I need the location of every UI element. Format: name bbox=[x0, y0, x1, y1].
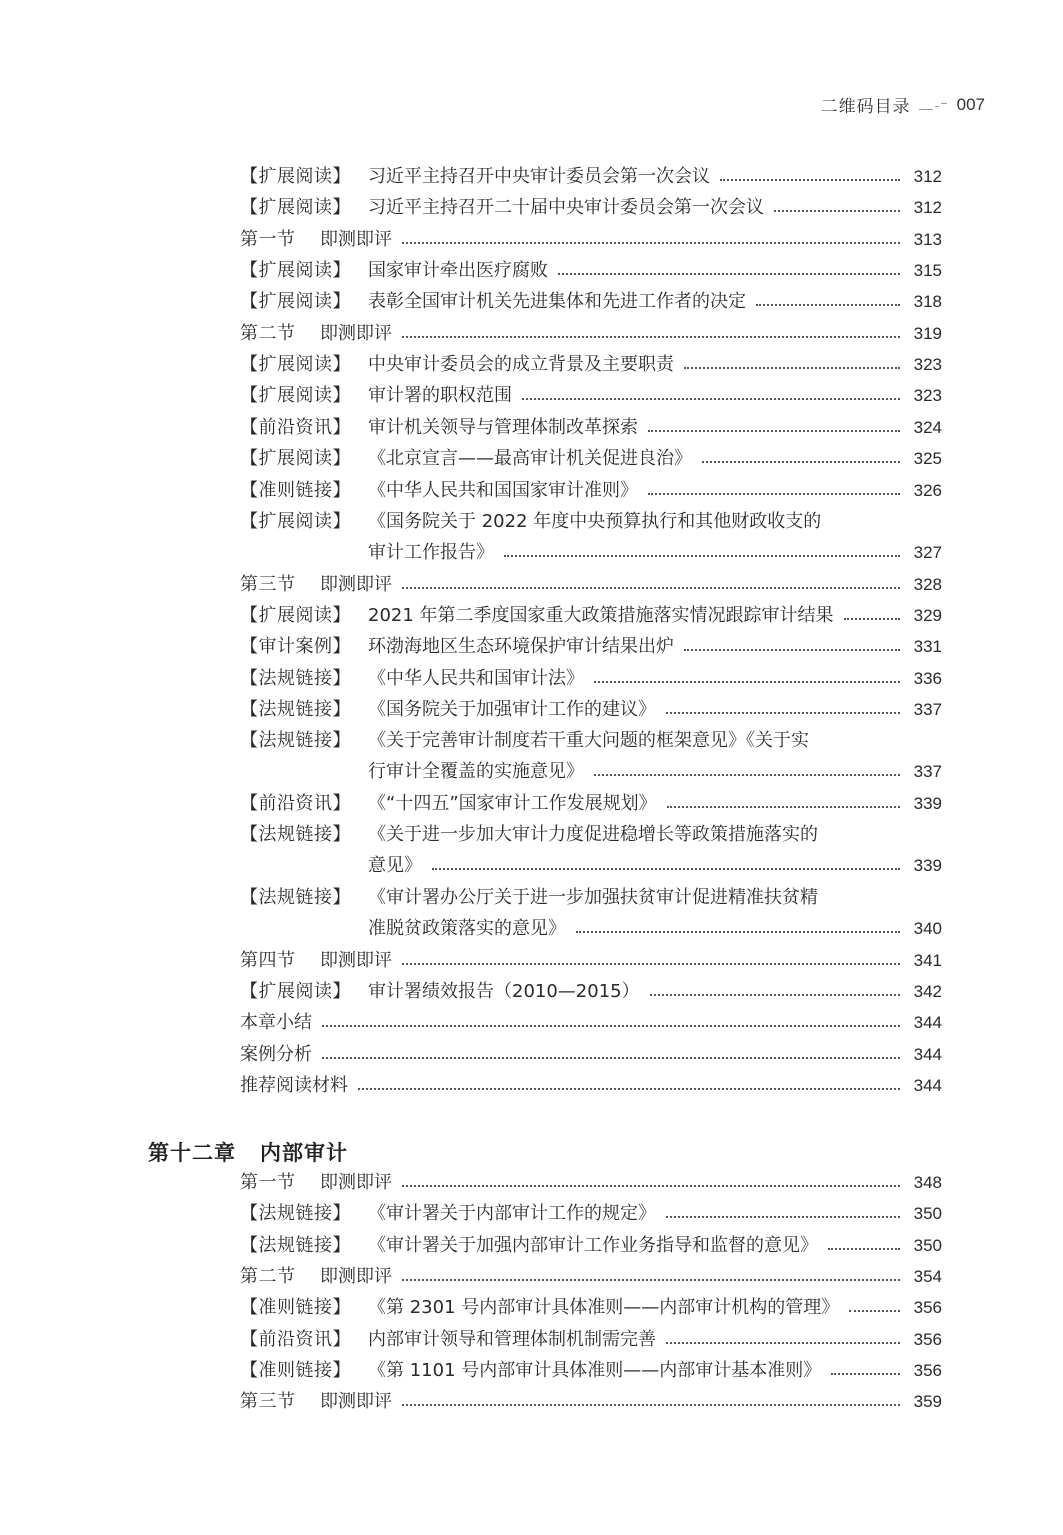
entry-tag: 【法规链接】 bbox=[240, 730, 351, 751]
toc-entry[interactable] bbox=[240, 950, 942, 972]
page-number: 312 bbox=[913, 167, 942, 186]
dot-leader bbox=[558, 273, 900, 275]
dot-leader bbox=[402, 242, 900, 244]
entry-title: 《北京宣言——最高审计机关促进良治》 bbox=[368, 448, 692, 469]
page-number: 356 bbox=[913, 1298, 942, 1317]
entry-title: 推荐阅读材料 bbox=[240, 1075, 348, 1096]
toc-entry[interactable] bbox=[240, 574, 942, 596]
entry-tag: 【法规链接】 bbox=[240, 887, 351, 908]
toc-entry[interactable] bbox=[240, 1012, 942, 1034]
dot-leader bbox=[684, 367, 900, 369]
toc-entry[interactable] bbox=[240, 197, 942, 219]
entry-title: 2021 年第二季度国家重大政策措施落实情况跟踪审计结果 bbox=[368, 605, 834, 626]
page-number: 359 bbox=[913, 1392, 942, 1411]
entry-title: 即测即评 bbox=[320, 229, 392, 250]
section-label: 第四节 bbox=[240, 950, 296, 971]
entry-tag: 【扩展阅读】 bbox=[240, 197, 351, 218]
toc-entry[interactable] bbox=[240, 1075, 942, 1097]
entry-tag: 【扩展阅读】 bbox=[240, 291, 351, 312]
entry-title: 即测即评 bbox=[320, 950, 392, 971]
page-header bbox=[821, 92, 985, 117]
entry-tag: 【法规链接】 bbox=[240, 1235, 351, 1256]
entry-title: 即测即评 bbox=[320, 1391, 392, 1412]
entry-title-continued: 意见》 bbox=[368, 855, 422, 876]
page-number: 356 bbox=[913, 1330, 942, 1349]
dot-leader bbox=[402, 587, 900, 589]
dot-leader bbox=[522, 398, 900, 400]
toc-entry[interactable] bbox=[240, 824, 942, 876]
page-number: 329 bbox=[913, 606, 942, 625]
page-number: 356 bbox=[913, 1361, 942, 1380]
dot-leader bbox=[828, 1248, 900, 1250]
page-number: 350 bbox=[913, 1236, 942, 1255]
entry-tag: 【审计案例】 bbox=[240, 636, 351, 657]
page-number: 318 bbox=[913, 292, 942, 311]
entry-tag: 【法规链接】 bbox=[240, 824, 351, 845]
dot-leader bbox=[402, 1279, 900, 1281]
toc-entry[interactable] bbox=[240, 323, 942, 345]
page-number: 327 bbox=[913, 543, 942, 562]
entry-title: 《国务院关于加强审计工作的建议》 bbox=[368, 699, 656, 720]
page-number: 324 bbox=[913, 418, 942, 437]
toc-entry[interactable] bbox=[240, 1391, 942, 1413]
entry-tag: 【法规链接】 bbox=[240, 1203, 351, 1224]
entry-title: 《中华人民共和国审计法》 bbox=[368, 668, 584, 689]
entry-title: 习近平主持召开二十届中央审计委员会第一次会议 bbox=[368, 197, 764, 218]
page-number: 344 bbox=[913, 1076, 942, 1095]
toc-entry[interactable] bbox=[240, 385, 942, 407]
section-label: 第三节 bbox=[240, 1391, 296, 1412]
page-number: 340 bbox=[913, 919, 942, 938]
entry-title: 案例分析 bbox=[240, 1044, 312, 1065]
page-number: 323 bbox=[913, 386, 942, 405]
toc-entry[interactable] bbox=[240, 605, 942, 627]
chapter-name: 内部审计 bbox=[260, 1141, 348, 1165]
toc-entry[interactable] bbox=[240, 668, 942, 690]
dot-leader bbox=[831, 1373, 900, 1375]
toc-entry[interactable] bbox=[240, 166, 942, 188]
section-label: 第三节 bbox=[240, 574, 296, 595]
toc-entry[interactable] bbox=[240, 636, 942, 658]
entry-tag: 【准则链接】 bbox=[240, 480, 351, 501]
header-page-number: 007 bbox=[956, 94, 985, 114]
entry-tag: 【准则链接】 bbox=[240, 1297, 351, 1318]
entry-title: 《中华人民共和国国家审计准则》 bbox=[368, 480, 638, 501]
entry-tag: 【法规链接】 bbox=[240, 668, 351, 689]
toc-entry[interactable] bbox=[240, 1266, 942, 1288]
entry-tag: 【扩展阅读】 bbox=[240, 260, 351, 281]
page-number: 313 bbox=[913, 230, 942, 249]
toc-entry[interactable] bbox=[240, 1297, 942, 1319]
dot-leader bbox=[432, 868, 900, 870]
entry-title: 《审计署关于加强内部审计工作业务指导和监督的意见》 bbox=[368, 1235, 818, 1256]
toc-entry[interactable] bbox=[240, 480, 942, 502]
entry-tag: 【前沿资讯】 bbox=[240, 417, 351, 438]
page-number: 337 bbox=[913, 762, 942, 781]
entry-title: 内部审计领导和管理体制机制需完善 bbox=[368, 1329, 656, 1350]
toc-entry[interactable] bbox=[240, 981, 942, 1003]
page-number: 341 bbox=[913, 951, 942, 970]
entry-title: 即测即评 bbox=[320, 574, 392, 595]
entry-title: 《关于完善审计制度若干重大问题的框架意见》《关于实 bbox=[368, 730, 809, 751]
dot-leader bbox=[666, 1216, 900, 1218]
dot-leader bbox=[594, 681, 900, 683]
entry-title: 《第 1101 号内部审计具体准则——内部审计基本准则》 bbox=[368, 1360, 822, 1381]
page-number: 325 bbox=[913, 449, 942, 468]
toc-entry[interactable] bbox=[240, 1172, 942, 1194]
page-number: 336 bbox=[913, 669, 942, 688]
dot-leader bbox=[322, 1057, 900, 1059]
entry-tag: 【扩展阅读】 bbox=[240, 981, 351, 1002]
dot-leader bbox=[358, 1088, 900, 1090]
page-number: 312 bbox=[913, 198, 942, 217]
entry-tag: 【扩展阅读】 bbox=[240, 385, 351, 406]
entry-title: 《审计署关于内部审计工作的规定》 bbox=[368, 1203, 656, 1224]
page-number: 354 bbox=[913, 1267, 942, 1286]
page-number: 323 bbox=[913, 355, 942, 374]
entry-title: 本章小结 bbox=[240, 1012, 312, 1033]
dot-leader bbox=[402, 336, 900, 338]
dot-leader bbox=[756, 304, 900, 306]
entry-tag: 【前沿资讯】 bbox=[240, 793, 351, 814]
dot-leader bbox=[666, 1342, 900, 1344]
section-label: 第一节 bbox=[240, 1172, 296, 1193]
page-number: 339 bbox=[913, 856, 942, 875]
toc-entry[interactable] bbox=[240, 354, 942, 376]
header-title: 二维码目录 bbox=[820, 97, 911, 117]
entry-title: 《第 2301 号内部审计具体准则——内部审计机构的管理》 bbox=[368, 1297, 840, 1318]
entry-title: 《国务院关于 2022 年度中央预算执行和其他财政收支的 bbox=[368, 511, 822, 532]
dot-leader bbox=[666, 712, 900, 714]
dot-leader bbox=[849, 1310, 900, 1312]
entry-title-continued: 行审计全覆盖的实施意见》 bbox=[368, 761, 584, 782]
dot-leader bbox=[648, 430, 900, 432]
dot-leader bbox=[684, 649, 900, 651]
page-number: 328 bbox=[913, 575, 942, 594]
page-number: 315 bbox=[913, 261, 942, 280]
toc-entry[interactable] bbox=[240, 1235, 942, 1257]
entry-title: 习近平主持召开中央审计委员会第一次会议 bbox=[368, 166, 710, 187]
section-label: 第一节 bbox=[240, 229, 296, 250]
dot-leader bbox=[402, 1185, 900, 1187]
dot-leader bbox=[720, 179, 900, 181]
entry-title: 即测即评 bbox=[320, 1266, 392, 1287]
entry-tag: 【扩展阅读】 bbox=[240, 448, 351, 469]
dot-leader bbox=[402, 963, 900, 965]
page-number: 348 bbox=[913, 1173, 942, 1192]
dot-leader bbox=[594, 774, 900, 776]
entry-title-continued: 准脱贫政策落实的意见》 bbox=[368, 918, 566, 939]
entry-title: 审计署绩效报告（2010—2015） bbox=[368, 981, 640, 1002]
toc-entry[interactable] bbox=[240, 417, 942, 439]
toc-entry[interactable] bbox=[240, 448, 942, 470]
toc-entry[interactable] bbox=[240, 229, 942, 251]
dot-leader bbox=[576, 931, 900, 933]
entry-title: 即测即评 bbox=[320, 1172, 392, 1193]
toc-entry[interactable] bbox=[240, 291, 942, 313]
toc-entry[interactable] bbox=[240, 1360, 942, 1382]
toc-entry[interactable] bbox=[240, 260, 942, 282]
entry-tag: 【扩展阅读】 bbox=[240, 511, 351, 532]
toc-entry[interactable] bbox=[240, 511, 942, 563]
toc-entry[interactable] bbox=[240, 699, 942, 721]
toc-entry[interactable] bbox=[240, 1203, 942, 1225]
page-number: 331 bbox=[913, 637, 942, 656]
dot-leader bbox=[648, 493, 900, 495]
dot-leader bbox=[650, 994, 900, 996]
entry-title: 审计署的职权范围 bbox=[368, 385, 512, 406]
entry-tag: 【扩展阅读】 bbox=[240, 166, 351, 187]
toc-entry[interactable] bbox=[240, 1044, 942, 1066]
entry-title: 《审计署办公厅关于进一步加强扶贫审计促进精准扶贫精 bbox=[368, 887, 818, 908]
chapter-heading bbox=[148, 1141, 348, 1165]
entry-title-continued: 审计工作报告》 bbox=[368, 542, 494, 563]
toc-entry[interactable] bbox=[240, 793, 942, 815]
entry-title: 国家审计牵出医疗腐败 bbox=[368, 260, 548, 281]
header-decor-icon bbox=[919, 100, 949, 110]
entry-title: 即测即评 bbox=[320, 323, 392, 344]
page-number: 337 bbox=[913, 700, 942, 719]
page-number: 319 bbox=[913, 324, 942, 343]
page-number: 350 bbox=[913, 1204, 942, 1223]
entry-tag: 【前沿资讯】 bbox=[240, 1329, 351, 1350]
dot-leader bbox=[844, 618, 900, 620]
page-number: 339 bbox=[913, 794, 942, 813]
page-number: 344 bbox=[913, 1045, 942, 1064]
page-number: 342 bbox=[913, 982, 942, 1001]
entry-title: 表彰全国审计机关先进集体和先进工作者的决定 bbox=[368, 291, 746, 312]
chapter-label: 第十二章 bbox=[148, 1141, 236, 1165]
dot-leader bbox=[402, 1404, 900, 1406]
section-label: 第二节 bbox=[240, 1266, 296, 1287]
toc-entry[interactable] bbox=[240, 887, 942, 939]
entry-title: 中央审计委员会的成立背景及主要职责 bbox=[368, 354, 674, 375]
entry-tag: 【扩展阅读】 bbox=[240, 354, 351, 375]
page-number: 326 bbox=[913, 481, 942, 500]
entry-tag: 【准则链接】 bbox=[240, 1360, 351, 1381]
dot-leader bbox=[322, 1025, 900, 1027]
dot-leader bbox=[774, 210, 900, 212]
entry-tag: 【法规链接】 bbox=[240, 699, 351, 720]
toc-entry[interactable] bbox=[240, 730, 942, 782]
toc-entry[interactable] bbox=[240, 1329, 942, 1351]
entry-title: 《关于进一步加大审计力度促进稳增长等政策措施落实的 bbox=[368, 824, 818, 845]
section-label: 第二节 bbox=[240, 323, 296, 344]
page-number: 344 bbox=[913, 1013, 942, 1032]
dot-leader bbox=[667, 806, 900, 808]
entry-title: 环渤海地区生态环境保护审计结果出炉 bbox=[368, 636, 674, 657]
entry-title: 《“十四五”国家审计工作发展规划》 bbox=[368, 793, 657, 814]
entry-tag: 【扩展阅读】 bbox=[240, 605, 351, 626]
dot-leader bbox=[702, 461, 900, 463]
entry-title: 审计机关领导与管理体制改革探索 bbox=[368, 417, 638, 438]
dot-leader bbox=[504, 555, 900, 557]
